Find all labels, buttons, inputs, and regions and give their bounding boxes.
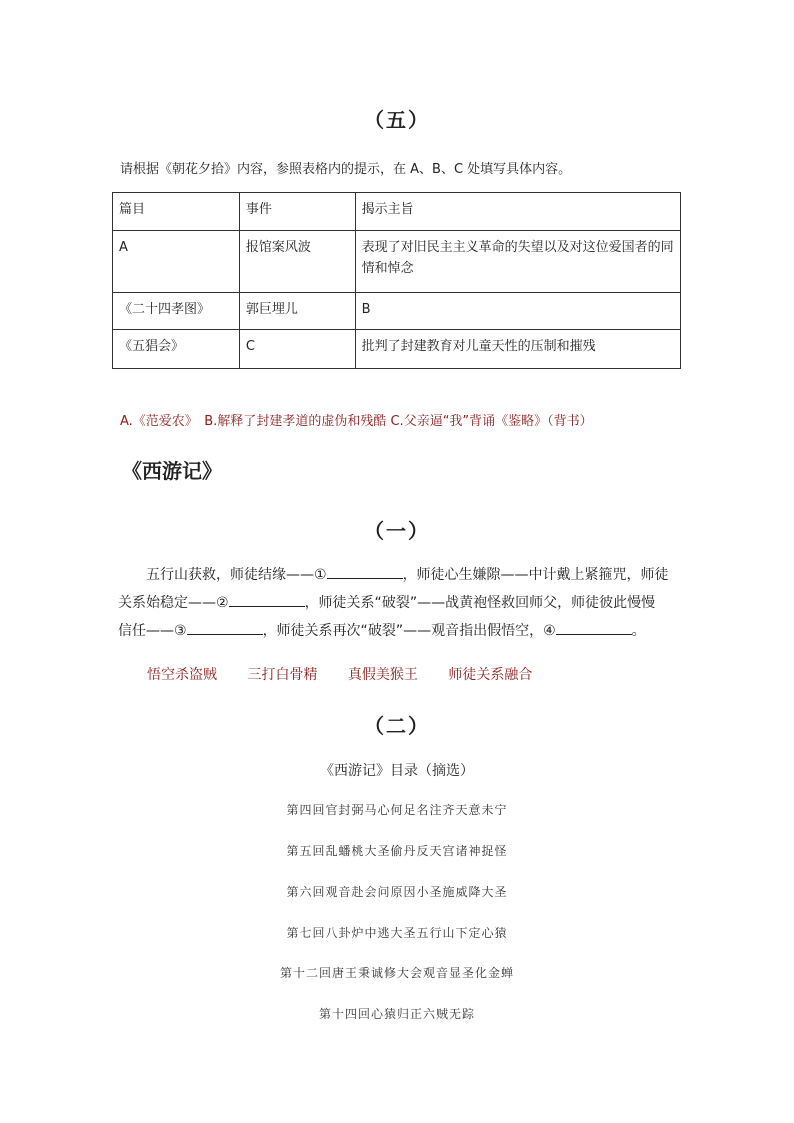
header-cell: 事件 [239,193,355,231]
table-cell: 报馆案风波 [239,231,355,293]
table-row [113,231,681,293]
chapter-item: 第七回八卦炉中逃大圣五行山下定心猿 [286,926,508,940]
chapter-item: 第四回官封弼马心何足名注齐天意未宁 [286,803,508,817]
blank-4[interactable] [556,620,632,635]
para-text: 关系始稳定——② [118,595,229,611]
table-instruction: 请根据《朝花夕拾》内容，参照表格内的提示，在 A、B、C 处填写具体内容。 [120,162,572,177]
section-one-heading: （一） [364,519,430,543]
zhaohua-xishi-table [112,192,681,369]
table-cell: B [355,293,680,330]
table-cell: 《五猖会》 [113,330,240,369]
book-title: 《西游记》 [122,459,222,483]
table-cell: 郭巨埋儿 [239,293,355,330]
para-text: 信任——③ [118,623,187,639]
para-text: ，师徒心生嫌隙——中计戴上紧箍咒，师徒 [402,567,669,583]
blank-3[interactable] [187,620,263,635]
table-header-row [113,193,681,231]
toc-title: 《西游记》目录（摘选） [320,763,474,779]
header-cell: 篇目 [113,193,240,231]
table-cell: 批判了封建教育对儿童天性的压制和摧残 [355,330,680,369]
table-row [113,293,681,330]
table-cell: C [239,330,355,369]
blank-2[interactable] [229,592,305,607]
para-text: ，师徒关系“破裂”——战黄袍怪救回师父，师徒彼此慢慢 [304,595,656,611]
para-text: ，师徒关系再次“破裂”——观音指出假悟空，④ [262,623,556,639]
answer-item: 师徒关系融合 [448,667,533,683]
blank-1[interactable] [327,564,403,579]
answer-item: 三打白骨精 [247,667,318,683]
para-text: 。 [631,623,646,639]
section-one-answers [147,664,558,684]
chapter-item: 第十四回心猿归正六贼无踪 [318,1007,475,1021]
table-cell: 《二十四孝图》 [113,293,240,330]
table-cell: 表现了对旧民主主义革命的失望以及对这位爱国者的同情和悼念 [355,231,680,293]
answer-item: 真假美猴王 [347,667,418,683]
header-cell: 揭示主旨 [355,193,680,231]
relationship-paragraph [118,561,683,645]
table-cell: A [113,231,240,293]
table-row [113,330,681,369]
chapter-item: 第五回乱蟠桃大圣偷丹反天宫诸神捉怪 [286,844,508,858]
section-five-answer: A.《范爱农》 B.解释了封建孝道的虚伪和残酷 C.父亲逼“我”背诵《鉴略》（背书） [120,414,593,429]
chapter-item: 第六回观音赴会问原因小圣施威降大圣 [286,885,508,899]
section-two-heading: （二） [364,714,430,738]
section-five-heading: （五） [364,108,430,132]
para-text: 五行山获救，师徒结缘——① [146,567,327,583]
answer-item: 悟空杀盗贼 [147,667,217,683]
chapter-item: 第十二回唐王秉诚修大会观音显圣化金蝉 [279,966,514,980]
